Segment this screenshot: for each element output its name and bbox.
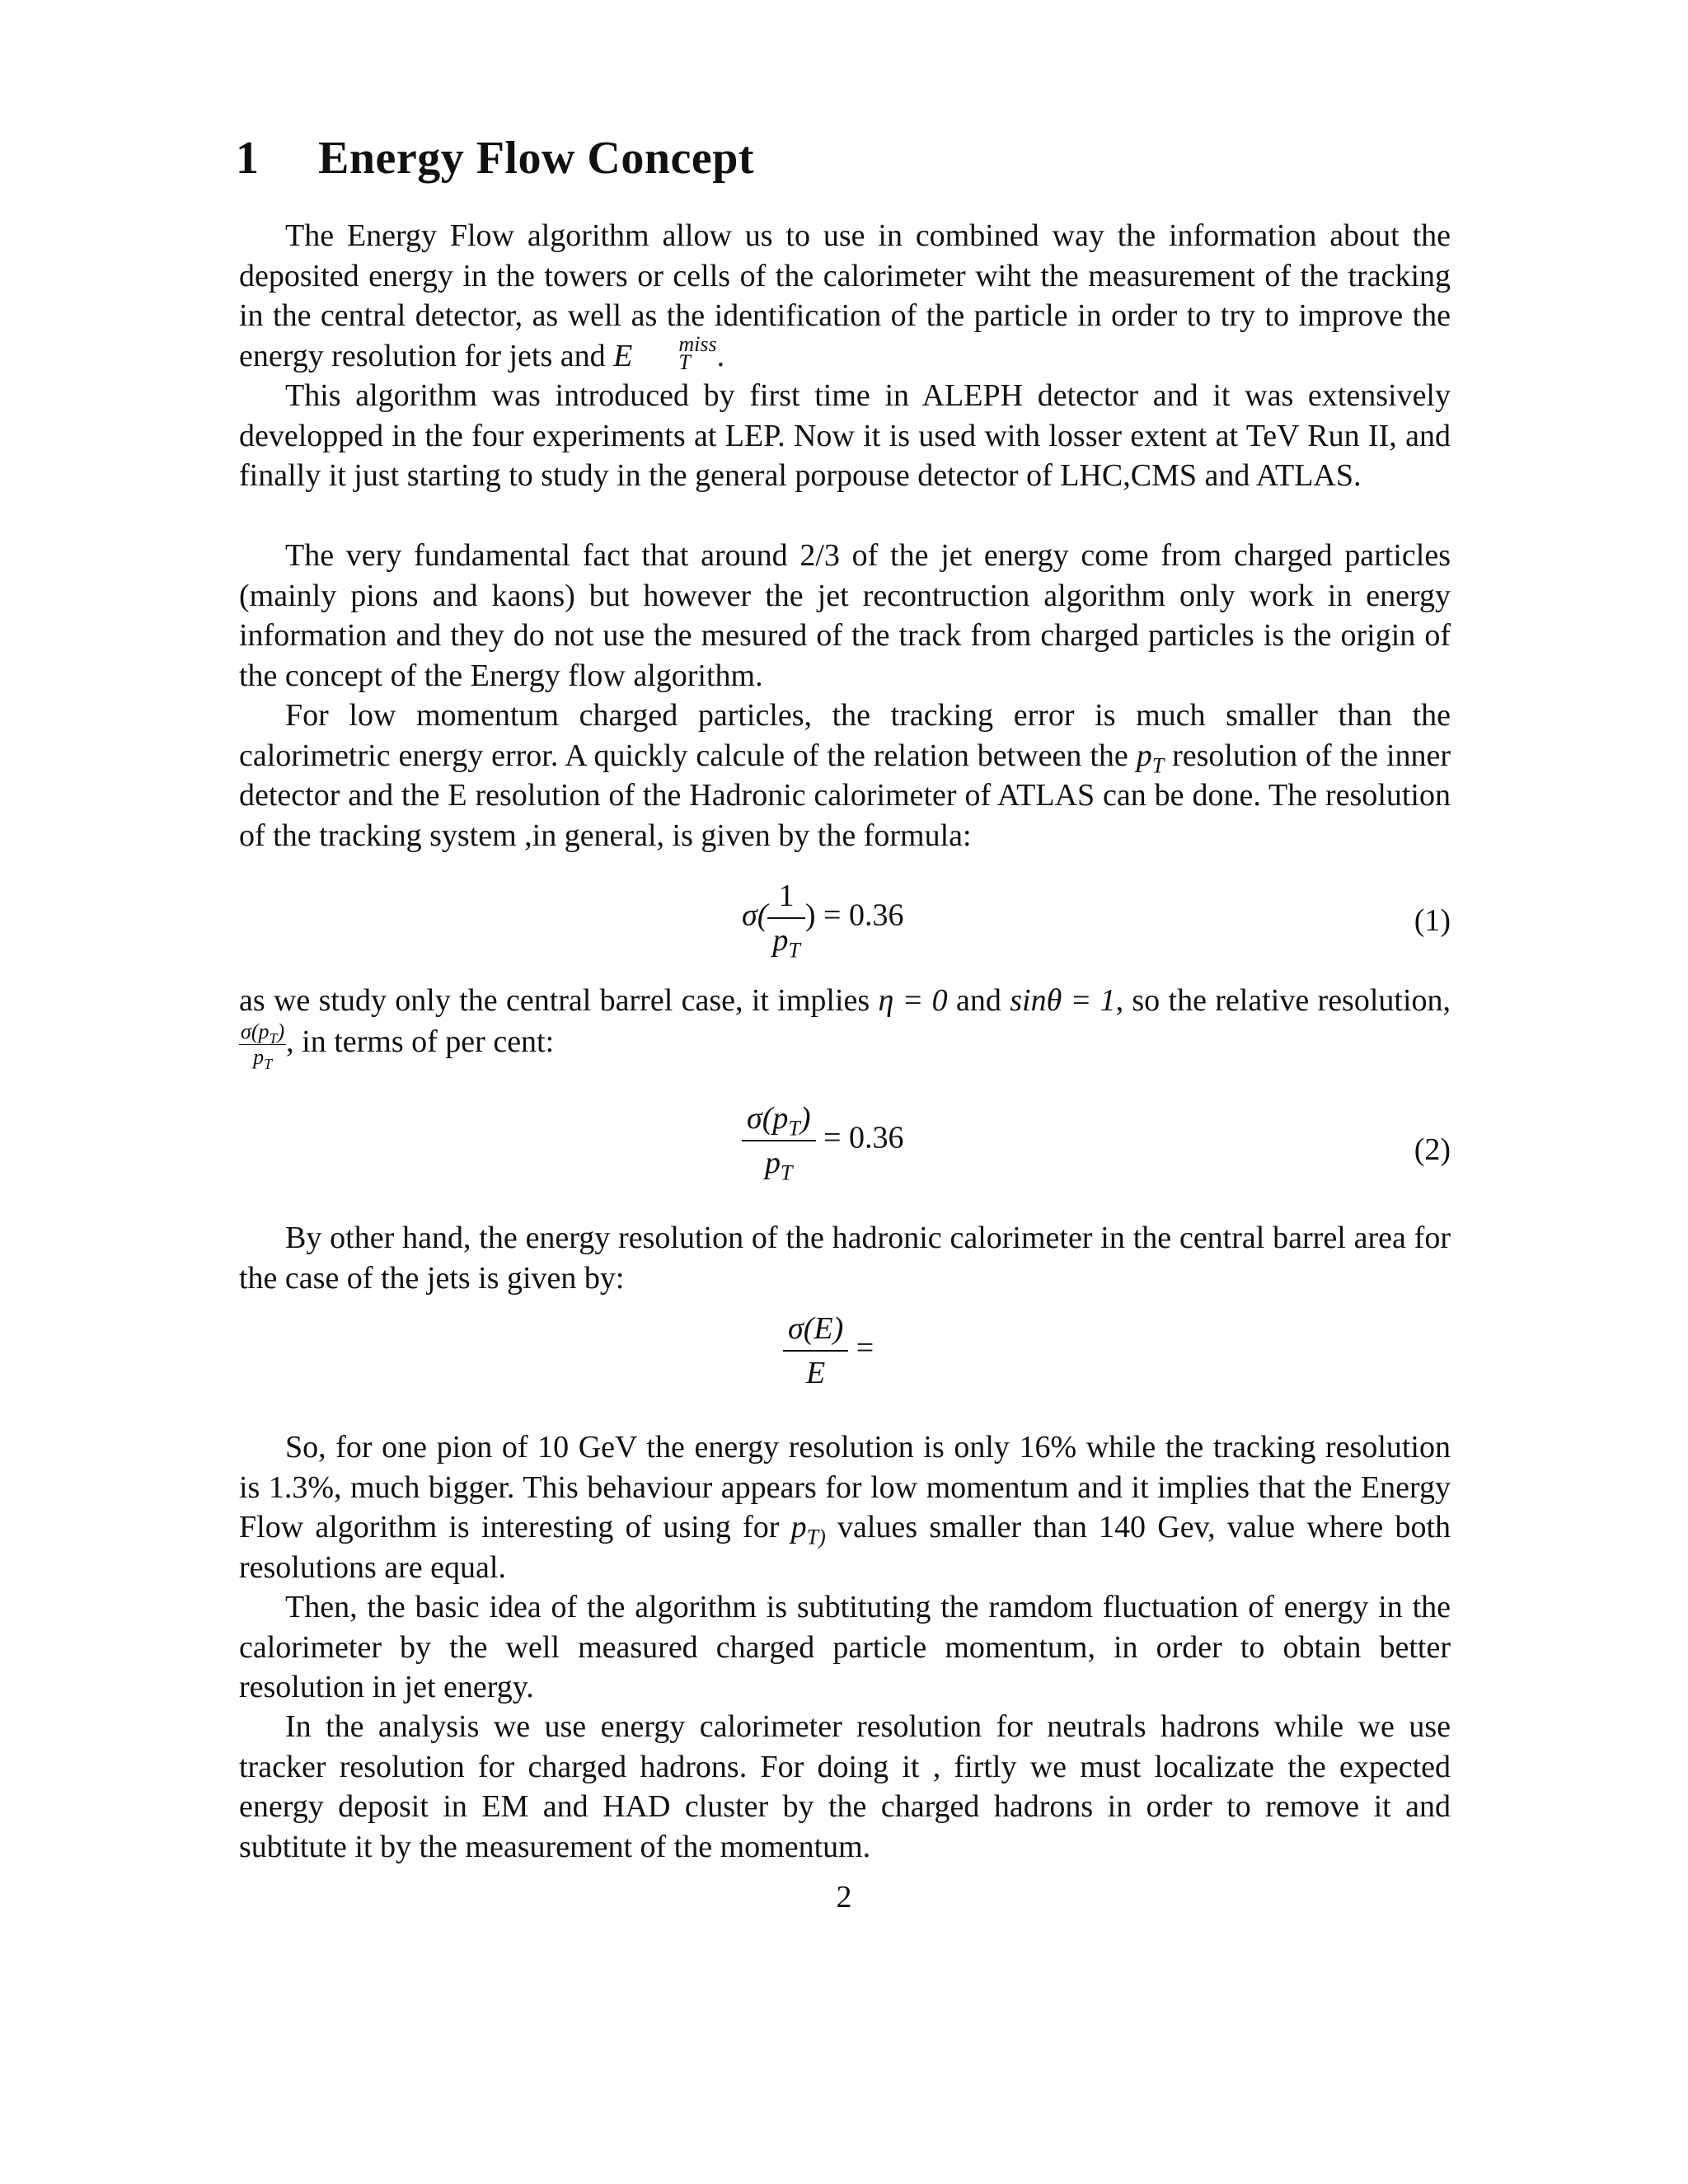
eta-equals-zero: η = 0: [878, 983, 948, 1018]
subscript-t-paren: T): [806, 1525, 826, 1549]
section-number: 1: [236, 133, 260, 184]
eq2-num-end: ): [799, 1101, 811, 1136]
paragraph-9: In the analysis we use energy calorimeter resolution for neutrals hadrons while we use tracker resolution for charged hadrons. For doing it , firtly we must localizate the expected energy deposit in EM and HAD cluster by the charged hadrons in order to remove it and subtitute it by the measurement of the momentum.: [239, 1709, 1451, 1864]
eq2-rhs: = 0.36: [823, 1120, 904, 1155]
equation-2-number: (2): [1414, 1132, 1451, 1167]
eq3-numerator: σ(E): [788, 1311, 844, 1346]
paragraph-5-text-c: , in terms of per cent:: [286, 1024, 555, 1059]
inline-relative-resolution-fraction: [239, 1019, 286, 1072]
period: .: [716, 338, 725, 373]
eq2-num-text: σ(p: [747, 1101, 789, 1136]
paragraph-6: By other hand, the energy resolution of the hadronic calorimeter in the central barrel area for the case of the jets is given by:: [239, 1221, 1451, 1296]
eq2-den-p: p: [765, 1146, 781, 1180]
eq1-sigma: σ(: [742, 898, 768, 933]
subscript-t: T: [1151, 753, 1165, 778]
section-heading: [236, 132, 754, 185]
superscript-miss: miss: [678, 331, 717, 356]
eq1-den-sub: T: [788, 938, 800, 963]
eq3-denominator: E: [783, 1350, 848, 1391]
paragraph-7-text-a: So, for one pion of 10 GeV the energy resolution is only 16% while the tracking resolution is 1.3%, much bigger. This behaviour appears for low momentum and it implies that the Energy Flow algorithm is interesting of using for: [239, 1430, 1451, 1544]
inline-frac-den-sub: T: [264, 1055, 273, 1072]
equation-3-body: [783, 1310, 874, 1391]
eq3-rhs: =: [856, 1330, 874, 1366]
inline-frac-num-sub: T: [269, 1029, 278, 1047]
subscript-t: T: [678, 349, 691, 374]
symbol-e-t-miss: [613, 331, 717, 374]
eq1-close-paren: ): [804, 898, 816, 933]
paragraph-5: [239, 981, 1451, 1072]
equation-2-body: [742, 1100, 904, 1185]
paragraph-3: The very fundamental fact that around 2/3 of the jet energy come from charged particles (mainly pions and kaons) but however the jet recontruction algorithm only work in energy information and they do not use the mesured of the track from charged particles is the origin of the concept of the Energy flow algorithm.: [239, 538, 1451, 693]
paragraph-4-text-b: resolution of the inner detector and the E resolution of the Hadronic calorimeter of ATLAS can be done. The resolution of the tracking system ,in general, is given by the formula:: [239, 738, 1451, 853]
sin-theta-equals-one: sinθ = 1: [1010, 983, 1116, 1018]
eq2-den-sub: T: [781, 1160, 793, 1185]
equation-1-body: [742, 878, 904, 963]
inline-frac-num: σ(p: [241, 1019, 270, 1043]
equation-1: [239, 878, 1451, 968]
paragraph-8: Then, the basic idea of the algorithm is subtituting the ramdom fluctuation of energy in the calorimeter by the well measured charged particle momentum, in order to obtain better resolution in jet energy.: [239, 1590, 1451, 1704]
inline-frac-den: p: [253, 1044, 265, 1069]
symbol-p-t: [1136, 738, 1165, 778]
symbol-p: p: [790, 1510, 807, 1544]
eq2-num-sub: T: [788, 1116, 800, 1141]
paragraph-1-text: The Energy Flow algorithm allow us to use in combined way the information about the deposited energy in the towers or cells of the calorimeter wiht the measurement of the tracking in the central detector, as well as the identification of the particle in order to try to improve the energy resolution for jets and: [239, 218, 1451, 373]
paragraph-4-text-a: For low momentum charged particles, the tracking error is much smaller than the calorimetric energy error. A quickly calcule of the relation between the: [239, 698, 1451, 773]
paragraph-4: [239, 696, 1451, 855]
paragraph-2: This algorithm was introduced by first time in ALEPH detector and it was extensively developped in the four experiments at LEP. Now it is used with losser extent at TeV Run II, and finally it just starting to study in the general porpouse detector of LHC,CMS and ATLAS.: [239, 378, 1451, 493]
paragraph-5-text-b: , so the relative resolution,: [1115, 983, 1451, 1018]
paragraph-1: [239, 216, 1451, 377]
equation-2: [239, 1100, 1451, 1207]
eq1-denominator: [767, 917, 804, 963]
eq1-rhs: = 0.36: [823, 898, 904, 933]
and-text: and: [956, 983, 1001, 1018]
paragraph-7: [239, 1427, 1451, 1587]
eq1-numerator: 1: [778, 879, 795, 913]
paragraph-7-text-b: values smaller than 140 Gev, value where both resolutions are equal.: [239, 1510, 1451, 1585]
symbol-p: p: [1136, 738, 1152, 773]
paragraph-5-text-a: as we study only the central barrel case, it implies: [239, 983, 870, 1018]
symbol-p-t-paren: [790, 1510, 826, 1549]
inline-frac-num-end: ): [277, 1019, 285, 1043]
eq2-denominator: [742, 1140, 816, 1185]
equation-3: [239, 1310, 1451, 1409]
equation-1-number: (1): [1414, 903, 1451, 938]
symbol-e: E: [613, 338, 633, 373]
eq1-den-p: p: [772, 923, 789, 958]
page-number: 2: [836, 1880, 852, 1915]
section-title: Energy Flow Concept: [318, 133, 755, 184]
eq2-numerator: [742, 1100, 816, 1140]
